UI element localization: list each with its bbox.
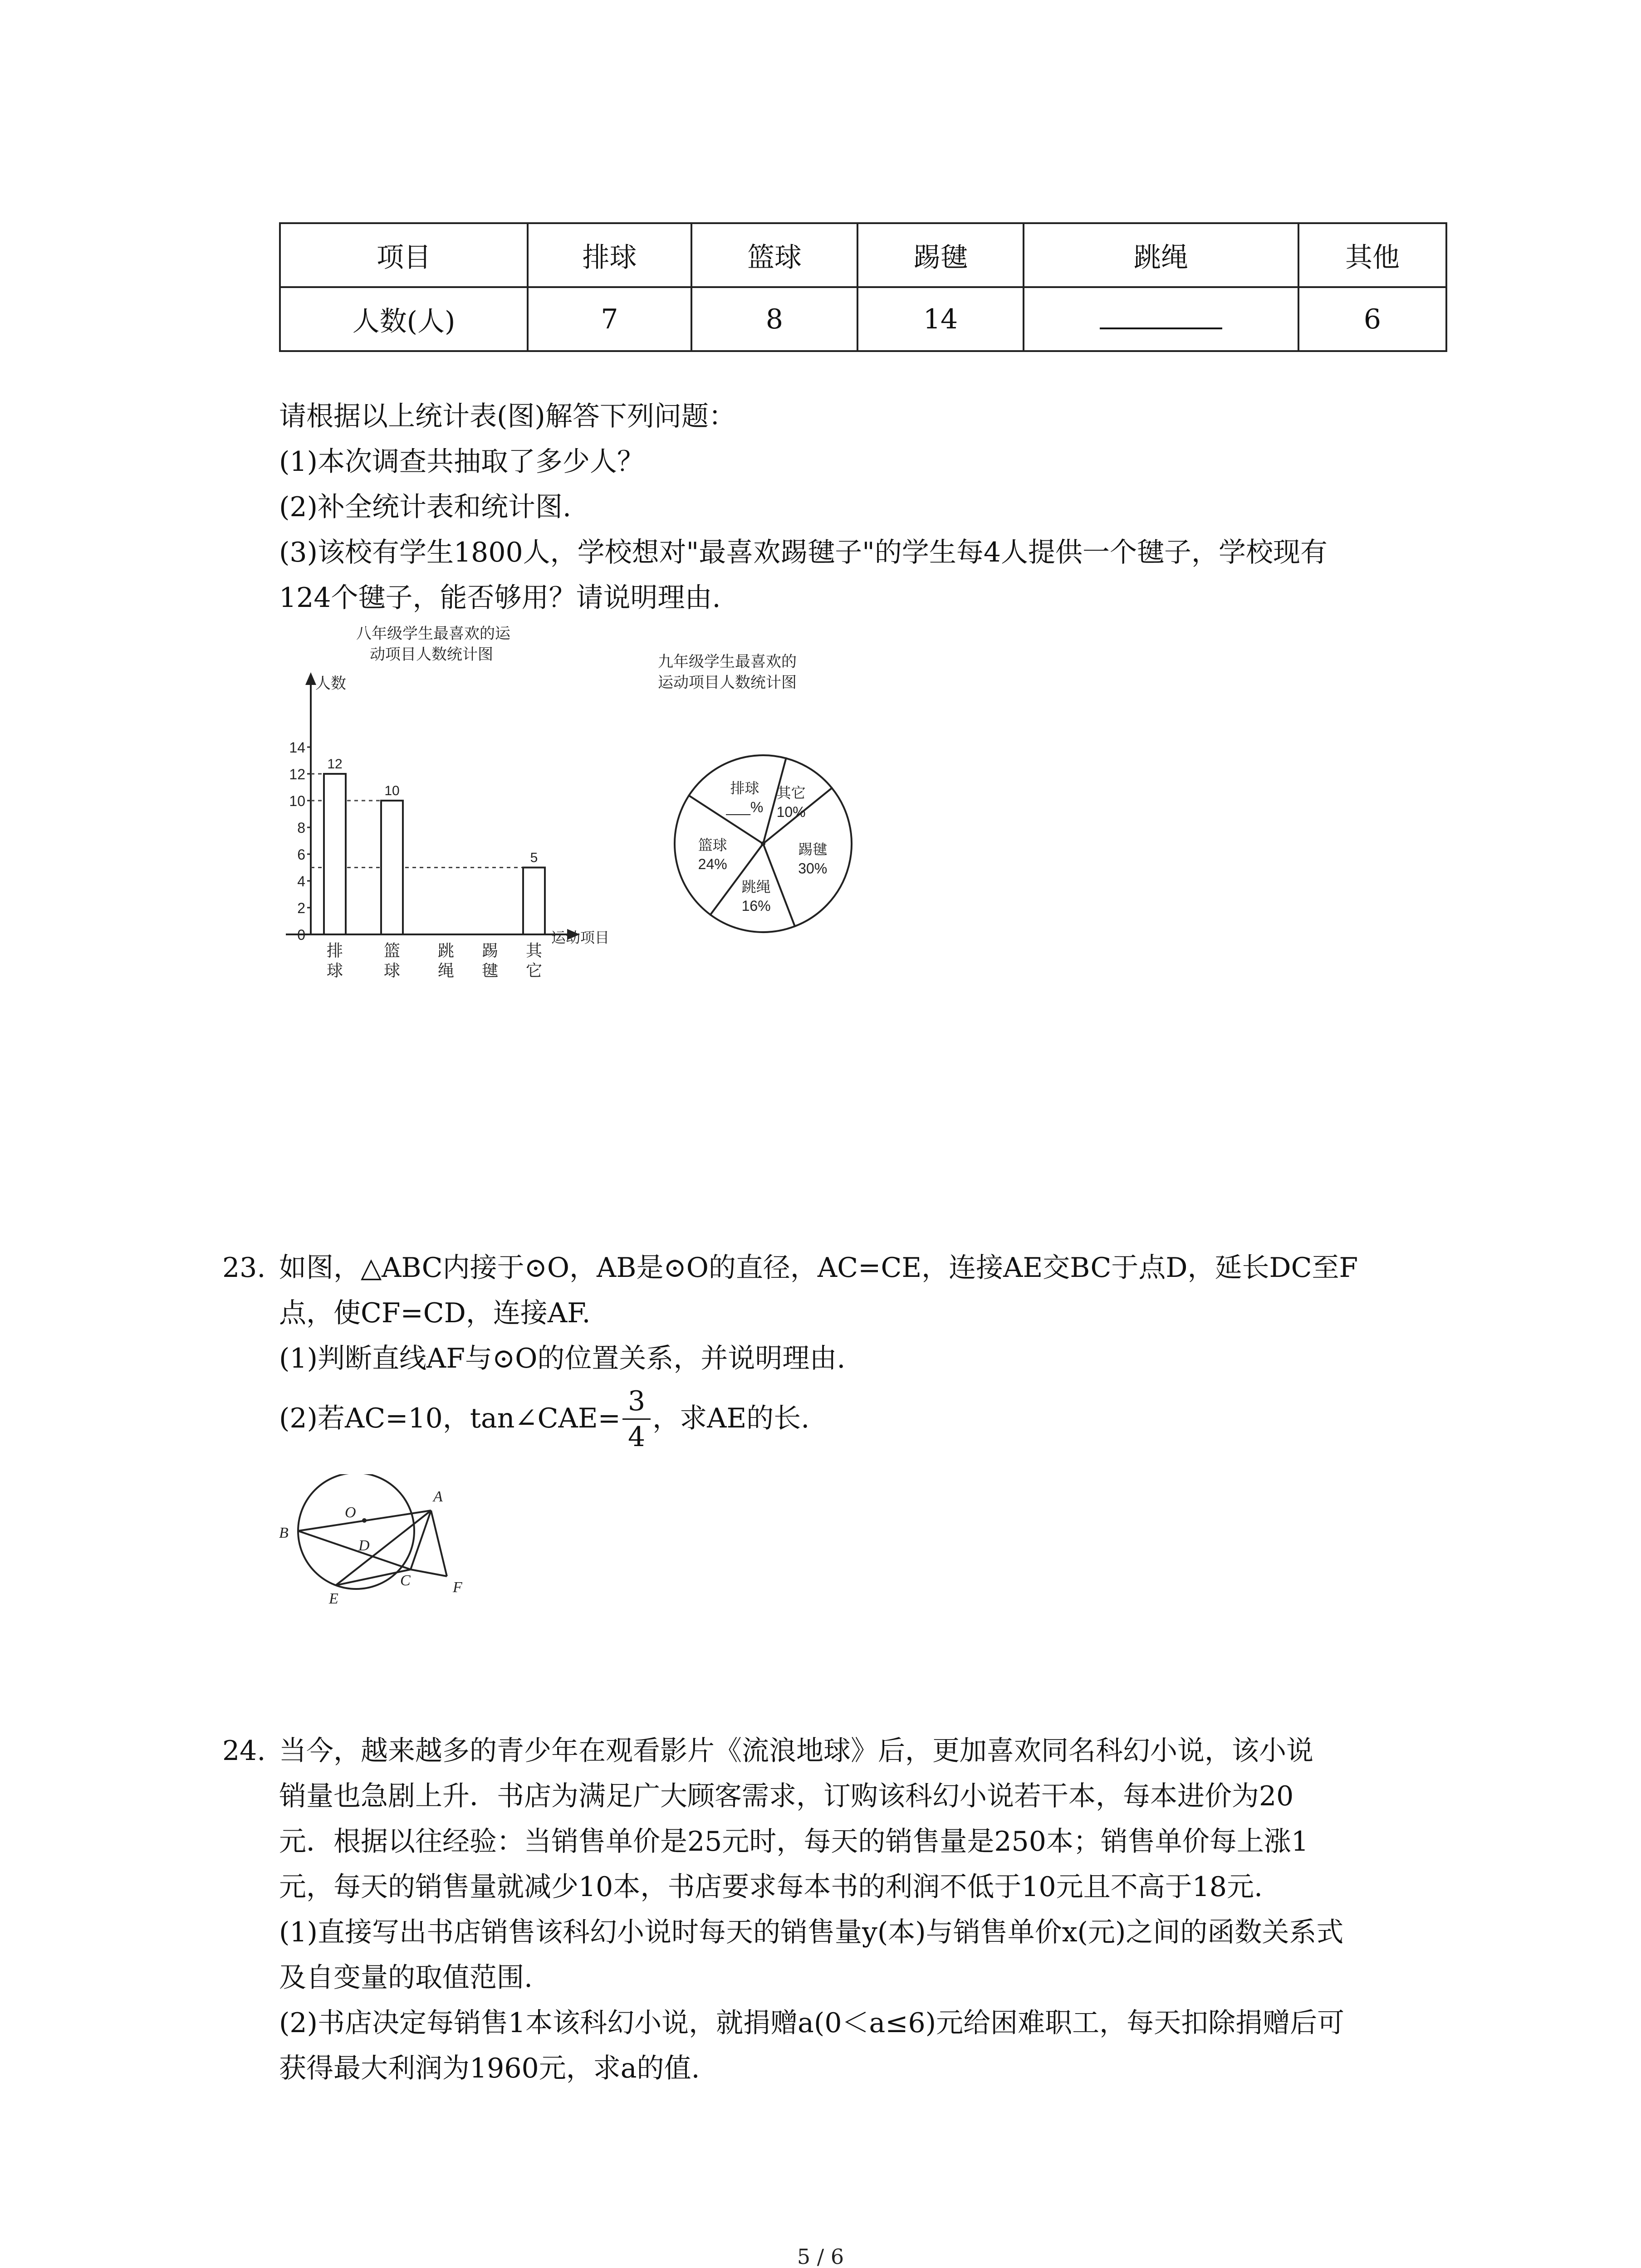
segment-af [431,1510,447,1576]
x-tick-label: 篮 [383,941,401,960]
fill-in-blank [1100,303,1222,329]
label-b: B [279,1525,289,1541]
q24-line3: 元．根据以往经验：当销售单价是25元时，每天的销售量是250本；销售单价每上涨1 [279,1826,1309,1857]
page-number: 5 / 6 [797,2244,844,2268]
bar-data-label: 5 [530,850,538,865]
bar-data-label: 10 [384,783,400,798]
q24-part2-line2: 获得最大利润为1960元，求a的值. [279,2053,700,2084]
q23-line1: 如图，△ABC内接于⊙O，AB是⊙O的直径，AC=CE，连接AE交BC于点D，延长DC至F [279,1252,1358,1284]
table-cell: 6 [1298,287,1446,351]
fraction-numerator: 3 [622,1386,651,1420]
q24-part2-line1: (2)书店决定每销售1本该科幻小说，就捐赠a(0＜a≤6)元给困难职工，每天扣除捐赠后可 [279,2007,1345,2039]
pie-slice-percent: 30% [798,860,828,877]
table-header-row [280,223,1446,287]
q24-part1-line2: 及自变量的取值范围. [279,1962,533,1994]
y-tick-label: 0 [297,927,305,943]
q22-part3-line1: (3)该校有学生1800人，学校想对"最喜欢踢毽子"的学生每4人提供一个毽子，学校现有 [279,537,1328,568]
table-cell: 14 [857,287,1024,351]
q24-line2: 销量也急剧上升．书店为满足广大顾客需求，订购该科幻小说若干本，每本进价为20 [279,1780,1294,1812]
x-tick-label: 踢 [481,941,499,960]
pie-chart-title-line2: 运动项目人数统计图 [658,674,797,691]
y-tick-label: 2 [297,900,305,916]
x-tick-label: 球 [326,961,343,980]
label-a: A [433,1488,443,1505]
pie-slice-name: 篮球 [698,837,727,854]
table-cell: 其他 [1298,223,1446,287]
x-tick-label: 跳 [437,941,455,960]
y-tick-label: 8 [297,820,305,836]
x-tick-label: 它 [525,961,543,980]
x-tick-label: 绳 [437,961,455,980]
bar-chart-title-line1: 八年级学生最喜欢的运 [356,625,510,642]
x-tick-label: 其 [525,941,543,960]
label-c: C [400,1572,411,1589]
q24-line1: 当今，越来越多的青少年在观看影片《流浪地球》后，更加喜欢同名科幻小说，该小说 [279,1735,1313,1767]
bar-chart-y-label: 人数 [315,675,346,692]
q23-part2-prefix: (2)若AC=10，tan∠CAE= [279,1402,621,1434]
pie-slice-name: 踢毽 [798,841,828,858]
y-axis-arrow [305,672,316,685]
y-tick-label: 4 [297,873,305,890]
pie-slice-name: 跳绳 [741,879,771,895]
label-o: O [345,1504,356,1521]
label-d: D [358,1537,370,1554]
pie-slice-percent: 10% [776,804,806,821]
table-cell-blank [1024,287,1298,351]
q22-part1: (1)本次调查共抽取了多少人？ [279,446,644,478]
y-tick-label: 12 [289,766,305,782]
center-dot [362,1518,367,1523]
table-cell: 排球 [528,223,691,287]
circle-geometry-figure [272,1474,490,1610]
survey-table [279,222,1447,352]
q23-part2-suffix: ，求AE的长. [652,1402,810,1434]
x-tick-label: 排 [326,941,343,960]
table-cell: 项目 [280,223,528,287]
bar-chart [254,621,662,984]
x-tick-label: 毽 [481,961,499,980]
q22-part3-line2: 124个毽子，能否够用？请说明理由. [279,582,721,614]
label-f: F [453,1579,462,1596]
fraction-denominator: 4 [627,1421,646,1453]
table-row [280,287,1446,351]
label-e: E [329,1590,338,1607]
pie-slice-name: 排球 [730,780,759,797]
q24-number: 24. [222,1735,266,1767]
pie-slice-percent: ___% [726,799,764,816]
q22-part2: (2)补全统计表和统计图. [279,491,572,523]
segment-bc [298,1531,411,1569]
bar-其它 [523,868,545,935]
x-tick-label: 球 [383,961,401,980]
pie-slice-percent: 16% [741,898,771,914]
y-tick-label: 6 [297,846,305,863]
bar-篮球 [381,801,403,934]
table-cell: 踢毽 [857,223,1024,287]
q23-part2 [279,1386,809,1451]
pie-slice-percent: 24% [698,856,727,873]
table-cell: 7 [528,287,691,351]
bar-排球 [324,774,346,934]
pie-slice-name: 其它 [776,785,806,802]
segment-cf [411,1569,447,1576]
q23-number: 23. [222,1252,266,1284]
q24-line4: 元，每天的销售量就减少10本，书店要求每本书的利润不低于10元且不高于18元. [279,1871,1263,1903]
table-row-label: 人数(人) [280,287,528,351]
table-cell: 篮球 [691,223,857,287]
bar-chart-x-label: 运动项目 [551,929,610,946]
q22-intro: 请根据以上统计表(图)解答下列问题： [279,401,736,432]
pie-chart [644,644,880,971]
pie-chart-title-line1: 九年级学生最喜欢的 [658,653,797,670]
q24-part1-line1: (1)直接写出书店销售该科幻小说时每天的销售量y(本)与销售单价x(元)之间的函数关系式 [279,1916,1344,1948]
q23-part1: (1)判断直线AF与⊙O的位置关系，并说明理由. [279,1343,846,1374]
table-cell: 跳绳 [1024,223,1298,287]
fraction [622,1386,651,1451]
table-cell: 8 [691,287,857,351]
y-tick-label: 14 [289,739,305,756]
bar-data-label: 12 [327,757,343,772]
y-tick-label: 10 [289,793,305,809]
bar-chart-title-line2: 动项目人数统计图 [370,646,493,663]
q23-line2: 点，使CF=CD，连接AF. [279,1297,591,1329]
pie-center [761,841,765,846]
